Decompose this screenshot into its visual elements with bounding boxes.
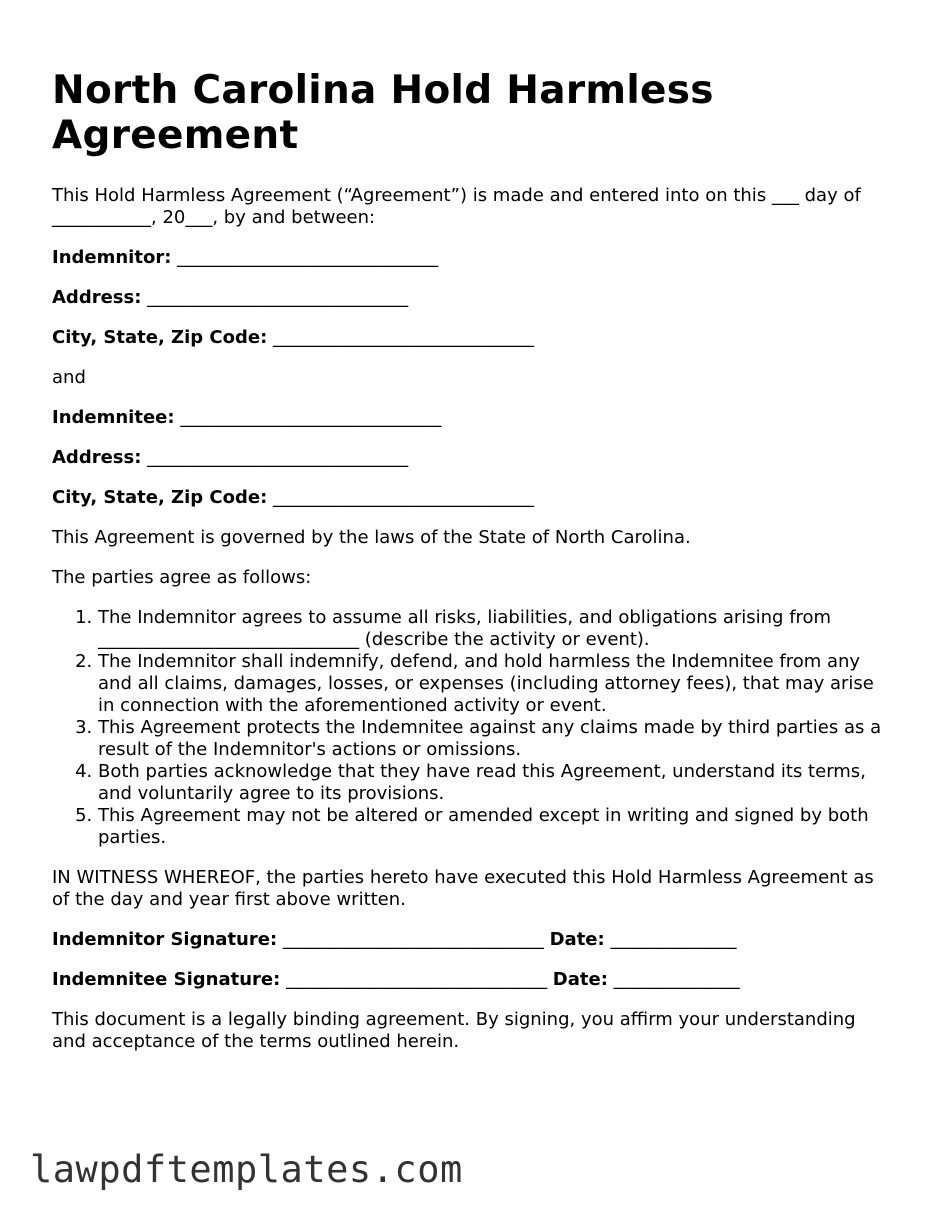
indemnitor-date-blank[interactable]: ______________	[610, 929, 737, 950]
indemnitee-signature-label: Indemnitee Signature:	[52, 969, 281, 990]
and-text: and	[52, 367, 86, 388]
indemnitor-signature-label: Indemnitor Signature:	[52, 929, 278, 950]
indemnitor-city-label: City, State, Zip Code:	[52, 327, 268, 348]
indemnitee-date-label: Date:	[552, 969, 608, 990]
indemnitor-name-label: Indemnitor:	[52, 247, 172, 268]
term-item: 5. This Agreement may not be altered or amended except in writing and signed by both parties.	[98, 805, 892, 849]
closing-paragraph: This document is a legally binding agreement. By signing, you affirm your understanding and acceptance of the terms outlined herein.	[52, 1009, 856, 1052]
term-item: 4. Both parties acknowledge that they have read this Agreement, understand its terms, and voluntarily agree to its provisions.	[98, 761, 892, 805]
intro-paragraph: This Hold Harmless Agreement (“Agreement”) is made and entered into on this ___ day of ___________, 20___, by and between:	[52, 185, 861, 228]
indemnitor-signature-line	[52, 929, 892, 951]
indemnitee-address-label: Address:	[52, 447, 142, 468]
indemnitee-address-blank[interactable]: _____________________________	[147, 447, 409, 468]
indemnitor-address-label: Address:	[52, 287, 142, 308]
indemnitor-address-field	[52, 287, 892, 309]
watermark-text: lawpdftemplates.com	[30, 1148, 463, 1191]
indemnitor-date-label: Date:	[549, 929, 605, 950]
indemnitor-signature-blank[interactable]: _____________________________	[282, 929, 544, 950]
witness-paragraph: IN WITNESS WHEREOF, the parties hereto have executed this Hold Harmless Agreement as of the day and year first above written.	[52, 867, 874, 910]
term-item: 1. The Indemnitor agrees to assume all risks, liabilities, and obligations arising from _____________________________ (describe the activity or event).	[98, 607, 892, 651]
indemnitor-city-blank[interactable]: _____________________________	[273, 327, 535, 348]
indemnitor-city-field	[52, 327, 892, 349]
indemnitee-city-blank[interactable]: _____________________________	[273, 487, 535, 508]
term-item: 2. The Indemnitor shall indemnify, defend, and hold harmless the Indemnitee from any and all claims, damages, losses, or expenses (including attorney fees), that may arise in connection with the aforementioned activity or event.	[98, 651, 892, 717]
indemnitee-signature-blank[interactable]: _____________________________	[286, 969, 548, 990]
indemnitee-address-field	[52, 447, 892, 469]
indemnitee-signature-line	[52, 969, 892, 991]
parties-agree-text: The parties agree as follows:	[52, 567, 312, 588]
document-page	[52, 0, 892, 1053]
indemnitee-name-blank[interactable]: _____________________________	[180, 407, 442, 428]
indemnitor-name-field	[52, 247, 892, 269]
terms-list	[52, 607, 892, 849]
term-item: 3. This Agreement protects the Indemnitee against any claims made by third parties as a result of the Indemnitor's actions or omissions.	[98, 717, 892, 761]
indemnitee-city-field	[52, 487, 892, 509]
indemnitee-date-blank[interactable]: ______________	[613, 969, 740, 990]
indemnitor-name-blank[interactable]: _____________________________	[177, 247, 439, 268]
indemnitor-address-blank[interactable]: _____________________________	[147, 287, 409, 308]
governing-law-text: This Agreement is governed by the laws of the State of North Carolina.	[52, 527, 691, 548]
document-title: North Carolina Hold Harmless Agreement	[52, 68, 714, 158]
indemnitee-name-label: Indemnitee:	[52, 407, 175, 428]
indemnitee-name-field	[52, 407, 892, 429]
indemnitee-city-label: City, State, Zip Code:	[52, 487, 268, 508]
